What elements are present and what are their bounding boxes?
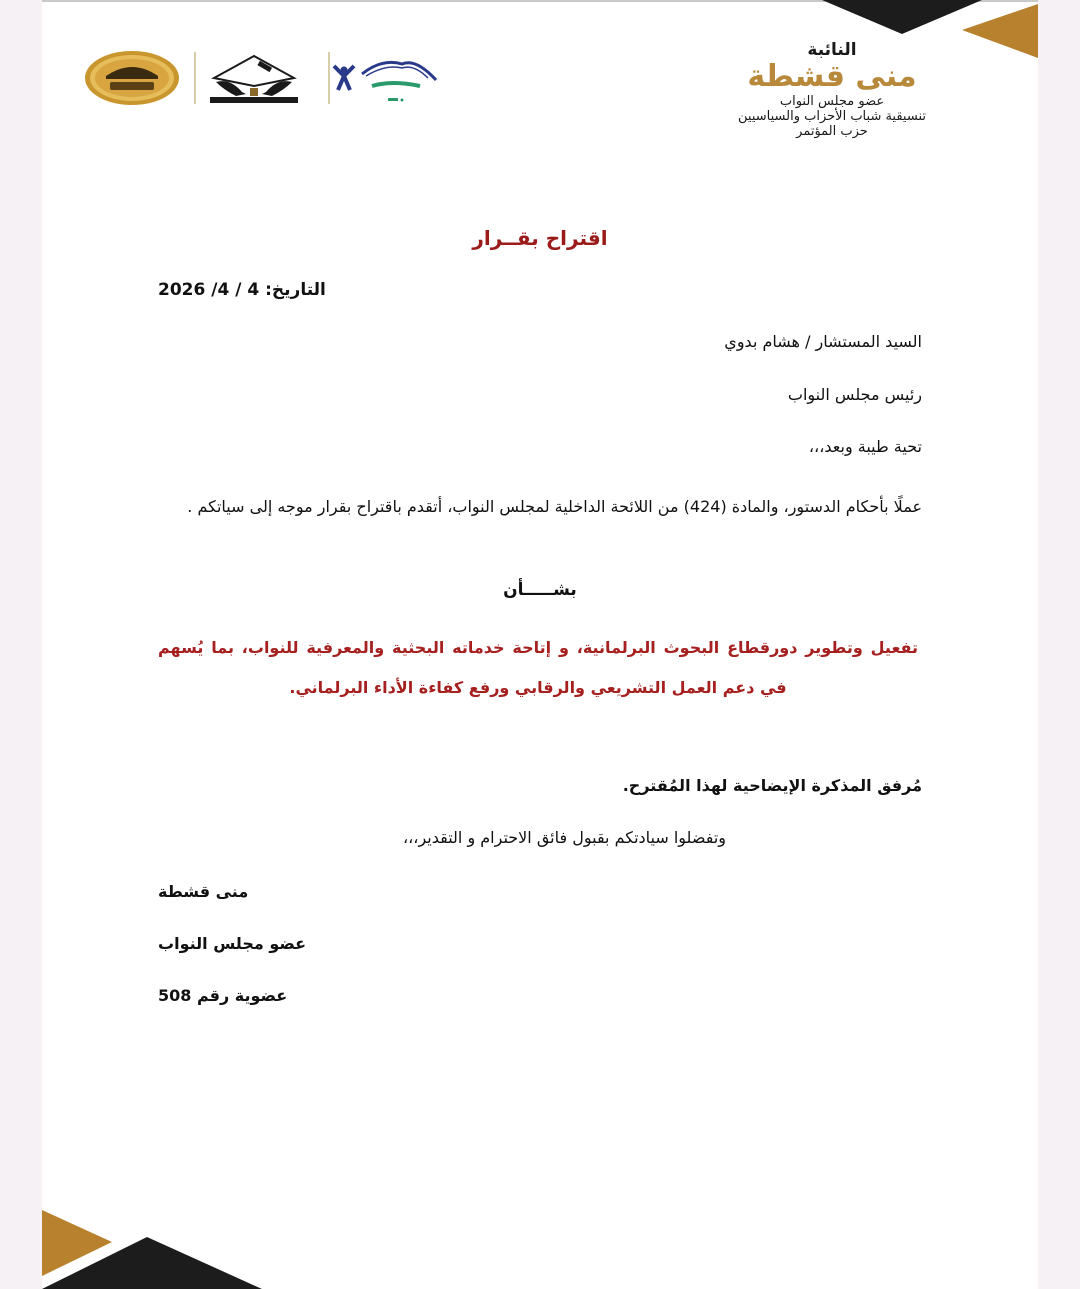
document-page — [42, 0, 1038, 1289]
parliament-seal-logo — [84, 50, 180, 106]
coordination-youth-logo — [206, 52, 302, 106]
conference-party-logo — [332, 52, 442, 108]
logo-separator — [194, 52, 196, 104]
signature-name: منى قشطة — [158, 882, 249, 901]
signature-membership: عضوية رقم 508 — [158, 986, 288, 1005]
letterhead-title: النائبة — [807, 40, 857, 60]
logo-separator — [328, 52, 330, 104]
recipient: السيد المستشار / هشام بدوي — [724, 332, 922, 351]
recipient-role: رئيس مجلس النواب — [787, 385, 922, 404]
greeting: تحية طيبة وبعد،،، — [808, 437, 922, 456]
letterhead-line: عضو مجلس النواب — [779, 94, 885, 109]
document-title: اقتراح بقــرار — [472, 226, 608, 250]
signature-role: عضو مجلس النواب — [158, 934, 307, 953]
letterhead — [682, 40, 982, 139]
subject-text: تفعيل وتطوير دورقطاع البحوث البرلمانية، و إتاحة خدماته البحثية والمعرفية للنواب، بما يُسهم في دعم العمل التشريعي والرقابي ورفع كفاءة الأداء البرلماني. — [158, 638, 918, 697]
subject-heading: بشـــــأن — [503, 580, 577, 600]
closing-line: وتفضلوا سيادتكم بقبول فائق الاحترام و التقدير،،، — [402, 828, 726, 847]
document-date: التاريخ: 4 / 4/ 2026 — [158, 280, 326, 300]
body-paragraph: عملًا بأحكام الدستور، والمادة (424) من اللائحة الداخلية لمجلس النواب، أتقدم باقتراح بقرار موجه إلى سياتكم . — [187, 497, 922, 516]
letterhead-name: منى قشطة — [747, 59, 917, 94]
attachment-note: مُرفق المذكرة الإيضاحية لهذا المُقترح. — [622, 776, 922, 795]
letterhead-line: تنسيقية شباب الأحزاب والسياسيين — [738, 109, 926, 124]
top-dark-triangle — [822, 0, 982, 34]
letterhead-line: حزب المؤتمر — [796, 124, 868, 139]
bottom-decoration — [42, 1200, 282, 1289]
